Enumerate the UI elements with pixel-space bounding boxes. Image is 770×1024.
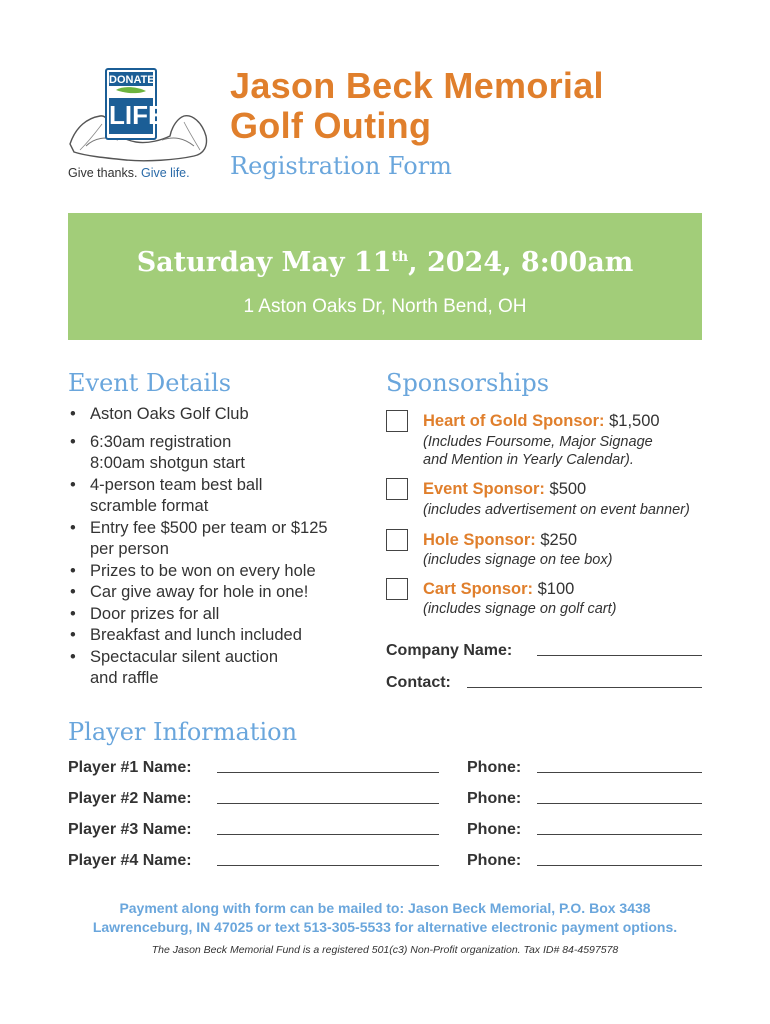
heart-of-gold-sponsor-label [423,412,660,431]
list-item-text: Aston Oaks Golf Club [90,405,249,423]
event-title [230,66,604,146]
event-details-list [68,404,368,690]
player-4-phone-label: Phone: [467,852,522,869]
player-1-phone-field[interactable] [537,772,702,773]
list-item-text: Entry fee $500 per team or $125 [90,518,328,537]
cart-sponsor-note: (includes signage on golf cart) [423,601,617,617]
player-3-phone-label: Phone: [467,821,522,838]
heart-of-gold-note [423,433,653,469]
player-3-name-label: Player #3 Name: [68,821,192,838]
logo-tagline [68,166,190,180]
sponsor-name: Hole Sponsor: [423,531,536,549]
form-subtitle: Registration Form [230,152,452,180]
company-name-field[interactable] [537,655,702,656]
sponsorships-heading: Sponsorships [386,369,550,397]
list-item [68,404,368,426]
player-information-heading: Player Information [68,718,298,746]
player-2-phone-field[interactable] [537,803,702,804]
sponsor-note-line: (Includes Foursome, Major Signage [423,434,653,450]
sponsor-note-line: and Mention in Yearly Calendar). [423,452,634,468]
date-rest: , 2024, 8:00am [408,247,634,278]
list-item-text: and raffle [90,669,159,687]
title-line-2: Golf Outing [230,105,432,146]
list-item-text: Car give away for hole in one! [90,583,309,601]
event-sponsor-label [423,480,586,499]
payment-line-2: Lawrenceburg, IN 47025 or text 513-305-5533 for alternative electronic payment options. [92,919,678,935]
list-item [68,582,368,604]
sponsor-name: Heart of Gold Sponsor: [423,412,605,430]
player-3-name-field[interactable] [217,834,439,835]
player-2-name-label: Player #2 Name: [68,790,192,807]
sponsor-name: Cart Sponsor: [423,580,534,598]
heart-of-gold-checkbox[interactable] [386,410,408,432]
donate-life-logo [66,66,214,184]
sponsor-price: $500 [549,480,587,498]
event-sponsor-checkbox[interactable] [386,478,408,500]
nonprofit-fineprint: The Jason Beck Memorial Fund is a registered 501(c3) Non-Profit organization. Tax ID# 84-4597578 [151,944,619,956]
list-item-text: Spectacular silent auction [90,647,279,666]
list-item-text: 6:30am registration [90,432,232,451]
event-date [68,247,702,278]
event-address: 1 Aston Oaks Dr, North Bend, OH [243,296,527,317]
list-item-text: scramble format [90,497,209,515]
player-4-name-field[interactable] [217,865,439,866]
player-4-phone-field[interactable] [537,865,702,866]
player-2-name-field[interactable] [217,803,439,804]
player-1-name-field[interactable] [217,772,439,773]
event-details-heading: Event Details [68,369,232,397]
tagline-part-a: Give thanks. [68,166,138,180]
sponsor-price: $250 [540,531,578,549]
sponsor-name: Event Sponsor: [423,480,545,498]
list-item-text: Door prizes for all [90,604,220,623]
list-item-text: Prizes to be won on every hole [90,561,316,580]
list-item [68,432,368,475]
date-main: Saturday May 11 [136,247,392,278]
event-sponsor-note: (includes advertisement on event banner) [423,502,690,518]
list-item [68,647,368,690]
company-name-label: Company Name: [386,642,513,659]
contact-field[interactable] [467,687,702,688]
player-4-name-label: Player #4 Name: [68,852,192,869]
list-item [68,561,368,583]
sponsor-price: $1,500 [609,412,660,430]
player-1-phone-label: Phone: [467,759,522,776]
hole-sponsor-checkbox[interactable] [386,529,408,551]
logo-donate-text: DONATE [109,74,155,86]
tagline-part-b: Give life. [140,166,190,180]
list-item [68,475,368,518]
player-3-phone-field[interactable] [537,834,702,835]
list-item [68,518,368,561]
list-item-text: 4-person team best ball [90,475,263,494]
cart-sponsor-label [423,580,574,599]
player-1-name-label: Player #1 Name: [68,759,192,776]
hole-sponsor-label [423,531,577,550]
sponsor-price: $100 [537,580,575,598]
payment-instructions [68,899,702,937]
list-item-text: per person [90,540,169,558]
list-item-text: 8:00am shotgun start [90,454,246,472]
contact-label: Contact: [386,674,451,691]
payment-line-1: Payment along with form can be mailed to: Jason Beck Memorial, P.O. Box 3438 [119,900,651,916]
date-suffix: th [391,249,409,265]
list-item [68,604,368,626]
list-item-text: Breakfast and lunch included [90,626,302,644]
event-banner [68,213,702,340]
hole-sponsor-note: (includes signage on tee box) [423,552,613,568]
list-item [68,625,368,647]
title-line-1: Jason Beck Memorial [230,65,604,106]
logo-life-text: LIFE [109,100,166,130]
player-2-phone-label: Phone: [467,790,522,807]
cart-sponsor-checkbox[interactable] [386,578,408,600]
